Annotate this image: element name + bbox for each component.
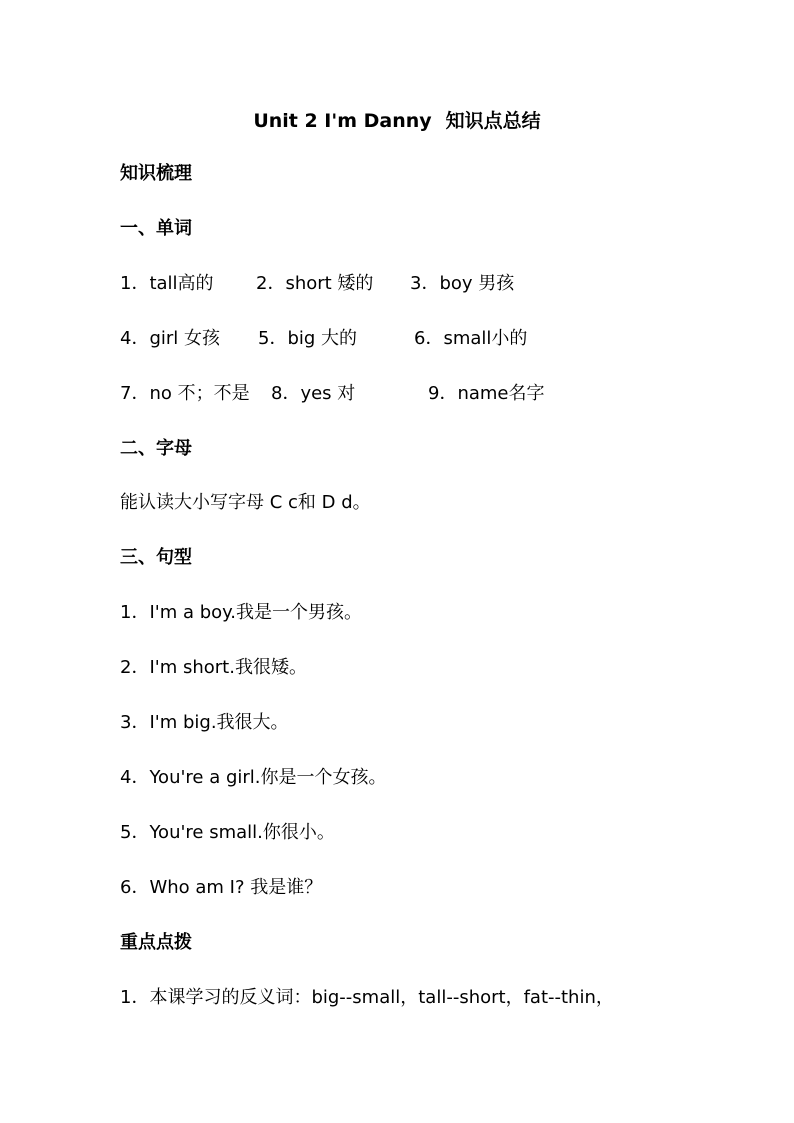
title-chinese: 知识点总结	[445, 110, 541, 132]
key-point-item: 1．本课学习的反义词：big--small，tall--short，fat--thin，	[120, 987, 614, 1008]
word-item: 2．short 矮的	[256, 273, 374, 294]
page-title	[0, 106, 794, 133]
letters-text: 能认读大小写字母 C c和 D d。	[120, 492, 371, 513]
sentence-item: 6．Who am I? 我是谁？	[120, 877, 323, 898]
word-item: 3．boy 男孩	[410, 273, 515, 294]
word-item: 8．yes 对	[271, 383, 356, 404]
section-heading-knowledge-review: 知识梳理	[120, 163, 192, 184]
sentence-item: 3．I'm big.我很大。	[120, 712, 289, 733]
word-item: 7．no 不；不是	[120, 383, 250, 404]
word-item: 5．big 大的	[258, 328, 358, 349]
word-item: 4．girl 女孩	[120, 328, 221, 349]
title-english: Unit 2 I'm Danny	[253, 110, 432, 132]
word-item: 1．tall高的	[120, 273, 214, 294]
sentence-item: 1．I'm a boy.我是一个男孩。	[120, 602, 362, 623]
word-item: 6．small小的	[414, 328, 528, 349]
section-heading-sentences: 三、句型	[120, 547, 192, 568]
section-heading-words: 一、单词	[120, 218, 192, 239]
section-heading-key-points: 重点点拨	[120, 932, 192, 953]
sentence-item: 2．I'm short.我很矮。	[120, 657, 307, 678]
section-heading-letters: 二、字母	[120, 438, 192, 459]
sentence-item: 4．You're a girl.你是一个女孩。	[120, 767, 387, 788]
sentence-item: 5．You're small.你很小。	[120, 822, 335, 843]
word-item: 9．name名字	[428, 383, 545, 404]
